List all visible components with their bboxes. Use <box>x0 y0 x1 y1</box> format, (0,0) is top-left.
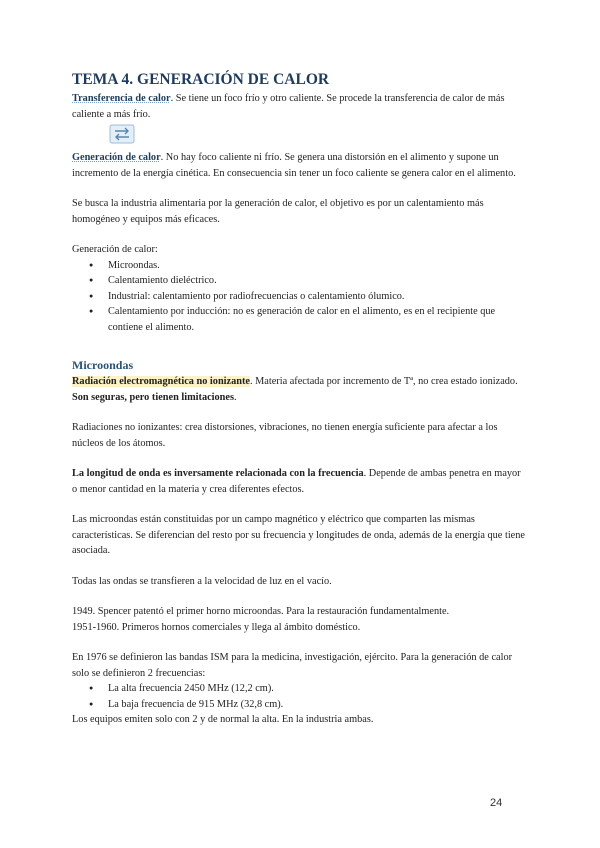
paragraph-transferencia <box>72 91 527 122</box>
page-number: 24 <box>490 797 503 809</box>
list-intro: Generación de calor: <box>72 244 158 255</box>
paragraph-historia-1951: 1951-1960. Primeros hornos comerciales y llega al ámbito doméstico. <box>72 621 361 633</box>
icon-row <box>72 122 527 150</box>
frequency-list <box>72 681 527 712</box>
text-transferencia: . Se tiene un foco frío y otro caliente. Se procede la transferencia de calor de más caliente a más frío. <box>72 93 505 120</box>
paragraph-ism: En 1976 se definieron las bandas ISM para la medicina, investigación, ejército. Para la generación de calor solo se definieron 2 frecuencias: <box>72 652 513 679</box>
page-title: TEMA 4. GENERACIÓN DE CALOR <box>72 71 330 88</box>
highlight-radiacion: Radiación electromagnética no ionizante <box>72 376 250 387</box>
paragraph-generacion <box>72 150 527 181</box>
paragraph-industria: Se busca la industria alimentaria por la generación de calor, el objetivo es por un calentamiento más homogéneo y equipos más eficaces. <box>72 198 484 225</box>
list-item: ● Industrial: calentamiento por radiofrecuencias o calentamiento ólumico. <box>108 289 527 305</box>
term-generacion[interactable]: Generación de calor <box>72 152 161 163</box>
transfer-arrows-icon <box>109 124 135 144</box>
list-item: ● Calentamiento por inducción: no es generación de calor en el alimento, es en el recipiente que contiene el alimento. <box>108 304 527 335</box>
list-item: ● Microondas. <box>108 258 527 274</box>
bold-longitud-onda: La longitud de onda es inversamente relacionada con la frecuencia <box>72 468 364 479</box>
bold-seguras: Son seguras, pero tienen limitaciones <box>72 391 234 403</box>
paragraph-radiacion: Radiación electromagnética no ionizante. Materia afectada por incremento de Tª, no crea estado ionizado. Son seguras, pero tienen limitaciones. <box>72 376 518 403</box>
paragraph-campo: Las microondas están constituidas por un campo magnético y eléctrico que comparten las mismas características. Se diferencian del resto por su frecuencia y longitudes de onda, además de la energía que tiene asociada. <box>72 514 525 556</box>
term-transferencia[interactable]: Transferencia de calor <box>72 93 171 104</box>
paragraph-historia-1949: 1949. Spencer patentó el primer horno microondas. Para la restauración fundamentalmente. <box>72 606 450 617</box>
page-content <box>72 70 527 728</box>
generation-list <box>72 258 527 336</box>
paragraph-longitud-onda: La longitud de onda es inversamente relacionada con la frecuencia. Depende de ambas penetra en mayor o menor cantidad en la materia y crea diferentes efectos. <box>72 468 521 495</box>
list-item: ● La alta frecuencia 2450 MHz (12,2 cm). <box>108 681 527 697</box>
section-title-microondas: Microondas <box>72 358 134 372</box>
text-generacion: . No hay foco caliente ni frío. Se genera una distorsión en el alimento y supone un incremento de la energía cinética. En consecuencia sin tener un foco caliente se genera calor en el alimento. <box>72 152 516 179</box>
list-item: ● La baja frecuencia de 915 MHz (32,8 cm). <box>108 697 527 713</box>
paragraph-no-ionizantes: Radiaciones no ionizantes: crea distorsiones, vibraciones, no tienen energía suficiente para afectar a los núcleos de los átomos. <box>72 422 498 449</box>
paragraph-equipos: Los equipos emiten solo con 2 y de normal la alta. En la industria ambas. <box>72 714 374 725</box>
paragraph-velocidad: Todas las ondas se transfieren a la velocidad de luz en el vacío. <box>72 575 332 587</box>
list-item: ● Calentamiento dieléctrico. <box>108 273 527 289</box>
